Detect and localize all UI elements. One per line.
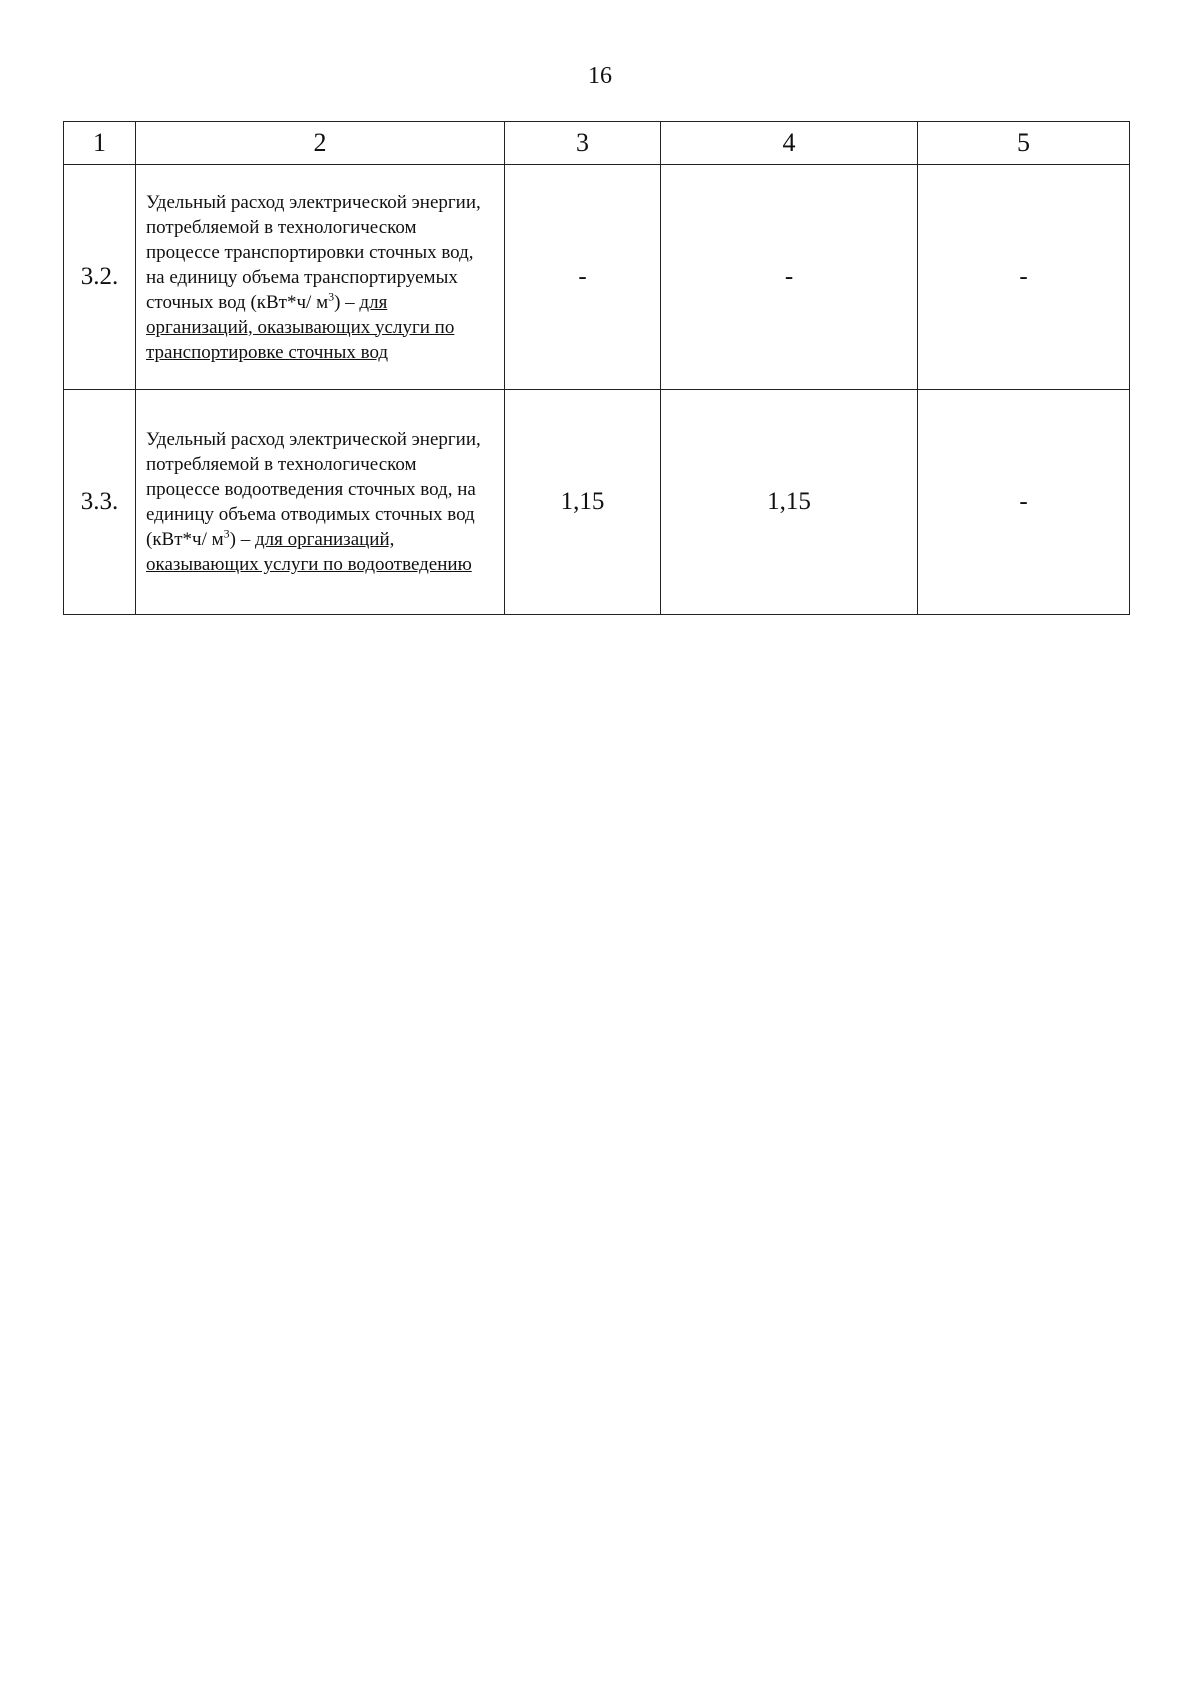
table-row bbox=[64, 390, 1130, 615]
table-row bbox=[64, 165, 1130, 390]
header-col-3: 3 bbox=[505, 122, 661, 165]
description-superscript: 3 bbox=[328, 289, 335, 304]
description-text-after: ) – bbox=[334, 291, 360, 313]
row-number: 3.3. bbox=[64, 390, 136, 615]
header-col-5: 5 bbox=[918, 122, 1130, 165]
row-value-col-4: 1,15 bbox=[661, 390, 918, 615]
header-col-2: 2 bbox=[136, 122, 505, 165]
row-value-col-3: 1,15 bbox=[505, 390, 661, 615]
row-number: 3.2. bbox=[64, 165, 136, 390]
header-col-1: 1 bbox=[64, 122, 136, 165]
row-value-col-5: - bbox=[918, 165, 1130, 390]
row-value-col-5: - bbox=[918, 390, 1130, 615]
row-value-col-4: - bbox=[661, 165, 918, 390]
description-underlined: для организаций, оказывающих услуги по транспортировке сточных вод bbox=[146, 291, 455, 363]
description-superscript: 3 bbox=[223, 526, 230, 541]
header-col-4: 4 bbox=[661, 122, 918, 165]
page-number: 16 bbox=[588, 63, 612, 89]
description-underlined: для организаций, оказывающих услуги по водоотведению bbox=[146, 529, 472, 575]
row-value-col-3: - bbox=[505, 165, 661, 390]
description-text-after: ) – bbox=[229, 529, 255, 550]
indicator-table bbox=[63, 121, 1130, 615]
row-description bbox=[136, 390, 505, 615]
description-text: Удельный расход электрической энергии, потребляемой в технологическом процессе водоотведения сточных вод, на единицу объема отводимых сточных вод (кВт*ч/ м bbox=[146, 429, 481, 550]
row-description bbox=[136, 165, 505, 390]
table-header-row bbox=[64, 122, 1130, 165]
description-text: Удельный расход электрической энергии, потребляемой в технологическом процессе транспортировки сточных вод, на единицу объема транспортируемых сточных вод (кВт*ч/ м bbox=[146, 191, 481, 313]
